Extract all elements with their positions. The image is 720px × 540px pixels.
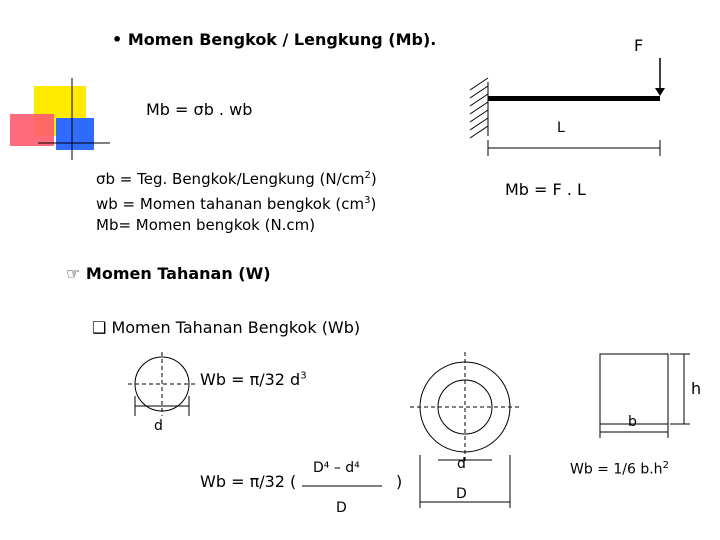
formula-text: Wb = 1/6 b.h (570, 461, 663, 478)
cantilever-beam-diagram (470, 58, 665, 156)
definition-tail: ) (370, 170, 377, 188)
section-title: Momen Tahanan (W) (85, 264, 271, 283)
formula-sup: 2 (662, 460, 669, 471)
rect-width-label: b (628, 414, 637, 430)
formula-mb-prefix: Mb = (146, 100, 194, 119)
solid-shaft-formula (200, 370, 307, 389)
force-arrowhead (655, 88, 665, 96)
title-bullet: • (112, 30, 123, 49)
formula-sup: 3 (300, 370, 307, 382)
definition-sigma: σ (96, 170, 106, 188)
rect-height-label: h (691, 379, 702, 398)
subsection-heading (92, 318, 360, 337)
definition-sup: 3 (364, 195, 371, 206)
formula-mb-rest: b . wb (203, 100, 253, 119)
formula-prefix: Wb = (200, 370, 250, 389)
solid-diameter-label: d (154, 418, 163, 434)
formula-mid: /32 ( (259, 472, 297, 491)
formula-prefix: Wb = (200, 472, 250, 491)
definition-text: wb = Momen tahanan bengkok (cm (96, 195, 365, 213)
hollow-outer-diameter-label: D (456, 486, 467, 502)
pi-symbol: π (249, 472, 260, 491)
hollow-circle-diagram (410, 352, 520, 508)
definition-text: Mb= Momen bengkok (N.cm) (96, 216, 316, 234)
definition-mb (96, 215, 377, 236)
definition-wb (96, 190, 377, 215)
definition-text: b = Teg. Bengkok/Lengkung (N/cm (105, 170, 365, 188)
wall-hatching (470, 78, 488, 138)
title-text: Momen Bengkok / Lengkung (Mb). (127, 30, 437, 49)
force-label: F (634, 36, 644, 55)
formula-mid: /32 d (259, 370, 301, 389)
deco-blue-block (56, 118, 94, 150)
definition-tail: ) (370, 195, 377, 213)
hollow-shaft-formula (200, 472, 296, 491)
pi-symbol: π (249, 370, 260, 389)
definition-sigma-b (96, 165, 377, 190)
hollow-inner-diameter-label: d (457, 456, 466, 472)
length-label: L (557, 120, 565, 136)
sigma-symbol: σ (193, 100, 204, 119)
decorative-blocks (10, 78, 110, 160)
rectangle-diagram (600, 354, 690, 438)
formula-close-paren: ) (396, 472, 403, 491)
beam-bar (488, 96, 660, 101)
definition-sup: 2 (364, 170, 371, 181)
subsection-title: Momen Tahanan Bengkok (Wb) (111, 318, 361, 337)
bending-moment-formula (146, 100, 252, 119)
checkbox-bullet-icon: ❑ (92, 318, 107, 337)
beam-moment-formula: Mb = F . L (505, 180, 586, 199)
section-heading (66, 264, 271, 283)
pointing-hand-icon: ☞ (66, 264, 81, 283)
page-title (112, 30, 436, 49)
deco-red-block (10, 114, 54, 146)
fraction-numerator: D⁴ – d⁴ (313, 460, 360, 476)
fraction-denominator: D (336, 500, 347, 516)
rect-section-formula (570, 460, 669, 478)
definitions-list (96, 165, 377, 236)
solid-circle-diagram (128, 352, 196, 416)
